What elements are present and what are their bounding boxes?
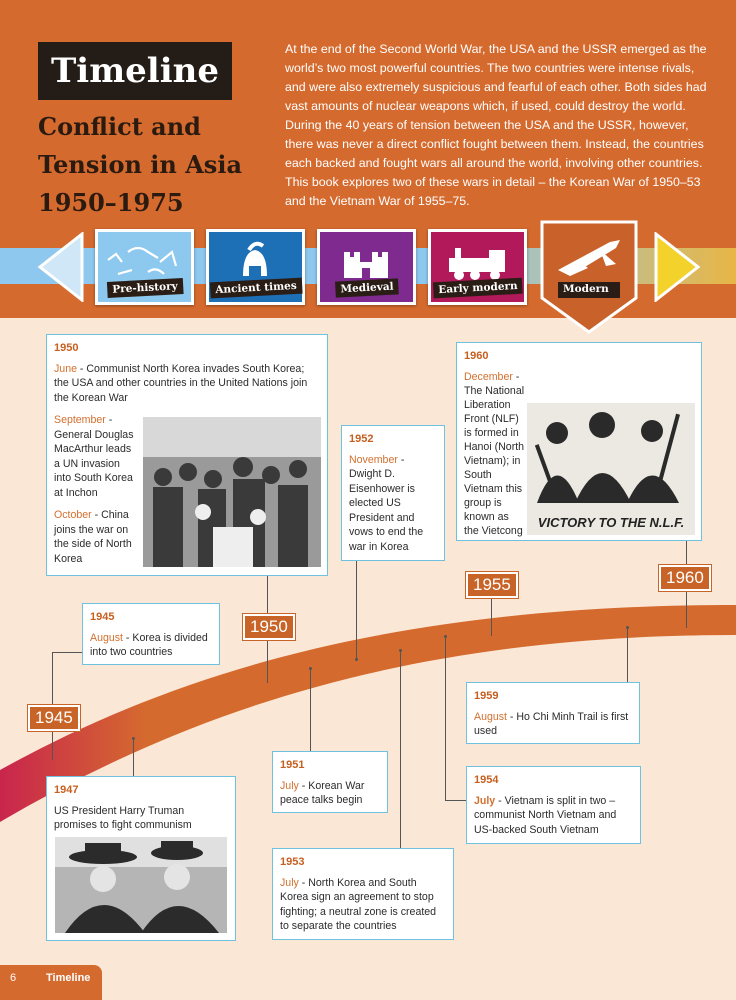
year-badge-1955: 1955 <box>466 572 518 598</box>
connector-1959 <box>627 627 628 683</box>
event-month: November <box>349 453 398 466</box>
event-text: - Vietnam is split in two – communist North Vietnam and US-backed South Vietnam <box>474 794 617 836</box>
page-number: 6 <box>10 972 17 984</box>
next-arrow-icon[interactable] <box>652 232 702 302</box>
event-box-1952 <box>341 425 445 561</box>
previous-arrow-icon[interactable] <box>36 232 86 302</box>
era-card-medieval[interactable] <box>317 229 416 305</box>
event-text: - Dwight D. Eisenhower is elected US President and vows to end the war in Korea <box>349 453 424 553</box>
event-text: US President Harry Truman promises to fight communism <box>54 804 192 831</box>
connector-1945 <box>52 652 53 704</box>
event-text: - Korean War peace talks begin <box>280 779 365 806</box>
event-month: October <box>54 509 92 521</box>
era-label-pre-history: Pre-history <box>106 278 182 298</box>
nlf-poster <box>527 403 695 535</box>
era-card-modern[interactable] <box>540 220 638 335</box>
event-year: 1953 <box>280 856 305 868</box>
event-text: - Communist North Korea invades South Korea; the USA and other countries in the United Nations join the Korean War <box>54 362 308 404</box>
event-box-1947 <box>46 776 236 941</box>
subtitle-line-3: 1950–1975 <box>38 188 184 217</box>
connector-1960 <box>686 540 687 565</box>
era-label-early-modern: Early modern <box>432 278 522 299</box>
event-year: 1952 <box>349 433 374 445</box>
era-label-modern: Modern <box>563 283 609 295</box>
event-year: 1950 <box>54 342 79 354</box>
event-text: - General Douglas MacArthur leads a UN invasion into South Korea at Inchon <box>54 414 134 499</box>
era-card-ancient-times[interactable] <box>206 229 305 305</box>
event-text: - Ho Chi Minh Trail is first used <box>474 710 629 737</box>
event-month: August <box>474 710 507 723</box>
event-year: 1945 <box>90 611 115 623</box>
intro-paragraph: At the end of the Second World War, the USA and the USSR emerged as the world’s two most powerful countries. The two countries were intense rivals, and were also extremely suspicious and fearful of each other. Both sides had vast amounts of nuclear weapons which, if used, could destroy the world. During the 40 years of tension between the USA and the USSR, however, there was never a direct conflict fought between them. Instead, the countries each backed and fought wars all around the world, involving other countries. This book explores two of these wars in detail – the Korean War of 1950–53 and the Vietnam War of 1955–75. <box>285 42 707 208</box>
event-month: July <box>280 876 299 889</box>
connector-1952 <box>356 560 357 660</box>
connector-1945-h <box>52 652 82 653</box>
event-box-1959 <box>466 682 640 744</box>
section-badge: Timeline <box>38 42 232 100</box>
connector-1951 <box>310 668 311 751</box>
tick-1960 <box>686 590 687 628</box>
event-text: - China joins the war on the side of North Korea <box>54 509 132 565</box>
year-badge-1950: 1950 <box>243 614 295 640</box>
event-text: - Korea is divided into two countries <box>90 631 208 658</box>
era-card-pre-history[interactable] <box>95 229 194 305</box>
page-footer <box>0 965 102 1000</box>
event-box-1945 <box>82 603 220 665</box>
event-month: September <box>54 414 106 426</box>
event-box-1950 <box>46 334 328 576</box>
year-badge-1960: 1960 <box>659 565 711 591</box>
marker-1959 <box>626 626 629 629</box>
event-year: 1960 <box>464 350 489 362</box>
event-month: December <box>464 370 513 383</box>
event-box-1954 <box>466 766 641 844</box>
event-year: 1959 <box>474 690 499 702</box>
era-card-early-modern[interactable] <box>428 229 527 305</box>
connector-1954-h <box>445 800 467 801</box>
event-year: 1951 <box>280 759 305 771</box>
event-box-1960 <box>456 342 702 541</box>
subtitle-line-2: Tension in Asia <box>38 150 242 179</box>
event-year: 1947 <box>54 784 79 796</box>
event-text: - North Korea and South Korea sign an agreement to stop fighting; a neutral zone is created to separate the countries <box>280 876 437 932</box>
marker-1954 <box>444 635 447 638</box>
marker-1951 <box>309 667 312 670</box>
marker-1953 <box>399 649 402 652</box>
event-month: July <box>280 779 299 792</box>
footer-title: Timeline <box>46 972 91 984</box>
connector-1953 <box>400 650 401 848</box>
event-text: - The National Liberation Front (NLF) is formed in Hanoi (North Vietnam); in South Vietnam this group is known as the Vietcong <box>464 370 525 537</box>
marker-1952 <box>355 658 358 661</box>
connector-1947 <box>133 738 134 776</box>
marker-1947 <box>132 737 135 740</box>
subtitle-line-1: Conflict and <box>38 112 201 141</box>
poster-caption: VICTORY TO THE N.L.F. <box>537 515 685 530</box>
year-badge-1945: 1945 <box>28 705 80 731</box>
tick-1955 <box>491 596 492 636</box>
era-label-medieval: Medieval <box>335 278 399 297</box>
event-month: July <box>474 794 496 807</box>
event-year: 1954 <box>474 774 499 786</box>
event-box-1953 <box>272 848 454 940</box>
crowd-photo <box>143 417 321 567</box>
event-box-1951 <box>272 751 388 813</box>
event-month: August <box>90 631 123 644</box>
connector-1954 <box>445 636 446 800</box>
truman-photo <box>55 837 227 933</box>
tick-1945 <box>52 730 53 760</box>
event-month: June <box>54 362 77 375</box>
era-label-ancient-times: Ancient times <box>209 278 301 299</box>
